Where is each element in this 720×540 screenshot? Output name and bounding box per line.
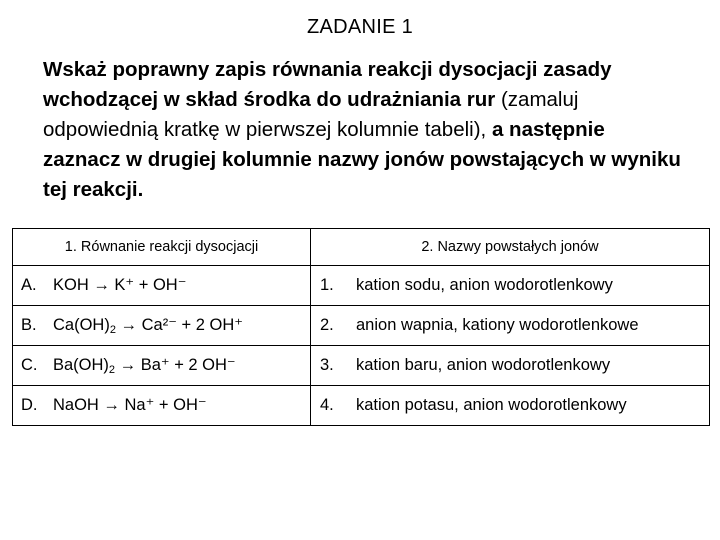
- page-title: ZADANIE 1: [306, 16, 414, 38]
- table-row: [13, 266, 710, 306]
- answer-table: [12, 228, 710, 426]
- equation-option-c[interactable]: [13, 346, 311, 386]
- ion-option-2[interactable]: [311, 306, 710, 346]
- ion-option-4[interactable]: [311, 386, 710, 426]
- ion-option-1[interactable]: [311, 266, 710, 306]
- equation-option-d[interactable]: [13, 386, 311, 426]
- ion-option-3[interactable]: [311, 346, 710, 386]
- task-text-bold-1: Wskaż poprawny zapis równania reakcji dysocjacji zasady wchodzącej w skład środka do udrażniania rur: [43, 58, 612, 111]
- option-letter: C.: [21, 356, 38, 374]
- ion-names-text: kation baru, anion wodorotlenkowy: [356, 356, 611, 374]
- equation-text: $Ca(OH)_2 \to Ca^{2-} + 2$ OH⁺: [53, 316, 243, 336]
- equation-text: $Ba(OH)_2 \to Ba^+ + 2$ OH⁻: [53, 356, 236, 376]
- equation-option-b[interactable]: [13, 306, 311, 346]
- table-row: [13, 346, 710, 386]
- table-row: [13, 386, 710, 426]
- equation-option-a[interactable]: [13, 266, 311, 306]
- header-equation: 1. Równanie reakcji dysocjacji: [13, 229, 311, 266]
- task-text-note: (zamaluj odpowiednią kratkę w pierwszej kolumnie tabeli),: [43, 88, 579, 141]
- header-ion-names: 2. Nazwy powstałych jonów: [311, 229, 710, 266]
- option-number: 2.: [320, 316, 334, 334]
- task-instruction: [43, 55, 683, 205]
- table-row: [13, 306, 710, 346]
- equation-text: NaOH → Na⁺ + OH⁻: [53, 396, 207, 414]
- option-number: 1.: [320, 276, 334, 294]
- table-header-row: [13, 229, 710, 266]
- option-letter: D.: [21, 396, 38, 414]
- option-number: 4.: [320, 396, 334, 414]
- option-letter: A.: [21, 276, 37, 294]
- task-text-bold-2: a następnie zaznacz w drugiej kolumnie nazwy jonów powstających w wyniku tej reakcji.: [43, 118, 681, 201]
- option-number: 3.: [320, 356, 334, 374]
- equation-text: KOH → K⁺ + OH⁻: [53, 276, 187, 294]
- ion-names-text: kation sodu, anion wodorotlenkowy: [356, 276, 613, 294]
- option-letter: B.: [21, 316, 37, 334]
- ion-names-text: kation potasu, anion wodorotlenkowy: [356, 396, 627, 414]
- ion-names-text: anion wapnia, kationy wodorotlenkowe: [356, 316, 639, 334]
